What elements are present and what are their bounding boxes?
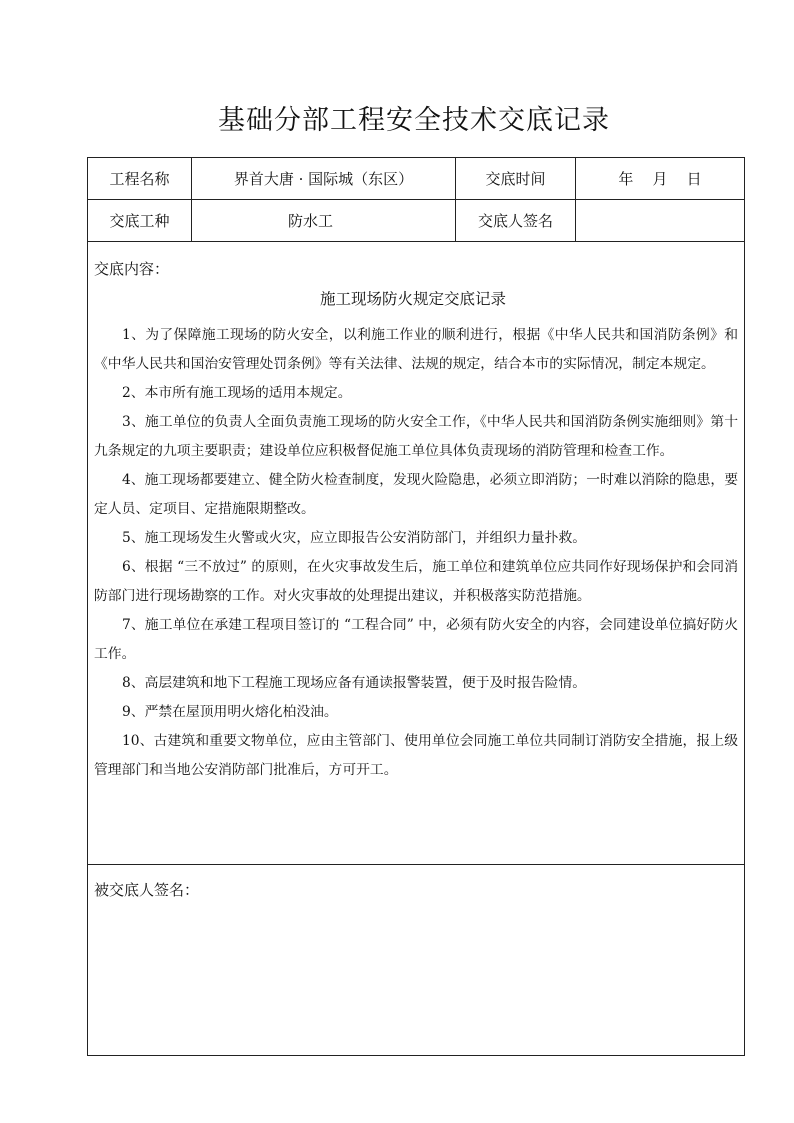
trade-info-row xyxy=(88,200,745,242)
content-paragraph: 2、本市所有施工现场的适用本规定。 xyxy=(122,385,352,401)
project-name-label: 工程名称 xyxy=(88,158,192,200)
content-heading: 施工现场防火规定交底记录 xyxy=(319,290,506,308)
content-paragraph: 9、严禁在屋顶用明火熔化柏没油。 xyxy=(122,704,338,720)
project-name-value: 界首大唐 · 国际城（东区） xyxy=(192,158,456,200)
project-info-row xyxy=(88,158,745,200)
briefing-date-value: 年 月 日 xyxy=(576,158,745,200)
briefer-signature-value xyxy=(576,200,745,242)
recipient-signature-label: 被交底人签名： xyxy=(94,881,200,899)
recipient-row xyxy=(88,865,745,1056)
content-paragraph: 6、根据 “三不放过” 的原则，在火灾事故发生后，施工单位和建筑单位应共同作好现场保护和会同消防部门进行现场勘察的工作。对火灾事故的处理提出建议，并积极落实防范措施。 xyxy=(94,559,738,604)
safety-briefing-table xyxy=(87,157,745,1056)
recipient-signature-cell xyxy=(88,865,745,1056)
content-paragraph: 3、施工单位的负责人全面负责施工现场的防火安全工作，《中华人民共和国消防条例实施细则》第十九条规定的九项主要职责；建设单位应积极督促施工单位具体负责现场的消防管理和检查工作。 xyxy=(94,414,738,459)
briefer-signature-label: 交底人签名 xyxy=(456,200,576,242)
document-title: 基础分部工程安全技术交底记录 xyxy=(218,105,610,136)
trade-label: 交底工种 xyxy=(88,200,192,242)
content-paragraph: 10、古建筑和重要文物单位，应由主管部门、使用单位会同施工单位共同制订消防安全措施，报上级管理部门和当地公安消防部门批准后，方可开工。 xyxy=(94,733,738,778)
content-paragraph: 4、施工现场都要建立、健全防火检查制度，发现火险隐患，必须立即消防；一时难以消除的隐患，要定人员、定项目、定措施限期整改。 xyxy=(94,472,738,517)
content-paragraph: 5、施工现场发生火警或火灾，应立即报告公安消防部门，并组织力量扑救。 xyxy=(122,530,587,546)
content-row xyxy=(88,242,745,865)
briefing-content-cell xyxy=(88,242,745,865)
briefing-date-label: 交底时间 xyxy=(456,158,576,200)
content-paragraph: 8、高层建筑和地下工程施工现场应备有通读报警装置，便于及时报告险情。 xyxy=(122,675,587,691)
content-paragraph: 7、施工单位在承建工程项目签订的 “工程合同” 中，必须有防火安全的内容，会同建设单位搞好防火工作。 xyxy=(94,617,738,662)
content-label: 交底内容： xyxy=(94,260,170,278)
content-paragraph: 1、为了保障施工现场的防火安全，以利施工作业的顺利进行，根据《中华人民共和国消防条例》和《中华人民共和国治安管理处罚条例》等有关法律、法规的规定，结合本市的实际情况，制定本规定。 xyxy=(94,327,738,372)
trade-value: 防水工 xyxy=(192,200,456,242)
